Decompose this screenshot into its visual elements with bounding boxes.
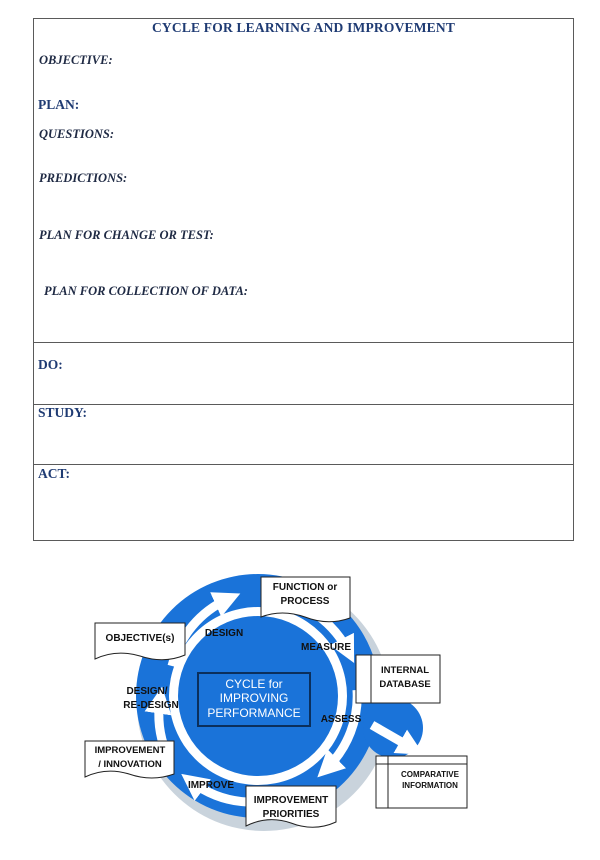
improvement-cycle-diagram — [0, 560, 600, 860]
function-process-line2: PROCESS — [280, 596, 330, 607]
form-title: CYCLE FOR LEARNING AND IMPROVEMENT — [151, 20, 456, 35]
center-label-line2: IMPROVING — [219, 691, 289, 705]
improvement-innovation-line1: IMPROVEMENT — [94, 745, 166, 756]
center-label-line1: CYCLE for — [225, 677, 283, 691]
do-divider — [34, 404, 573, 405]
predictions-label: PREDICTIONS: — [39, 171, 128, 185]
comparative-information-line2: INFORMATION — [402, 781, 458, 790]
plan-for-collection-label: PLAN FOR COLLECTION OF DATA: — [44, 284, 248, 298]
plan-divider — [34, 342, 573, 343]
improvement-priorities-line2: PRIORITIES — [262, 809, 320, 820]
improvement-priorities-box — [246, 786, 336, 827]
worksheet-form — [33, 18, 574, 541]
step-design: DESIGN — [204, 628, 244, 639]
comparative-information-line1: COMPARATIVE — [401, 770, 459, 779]
act-label: ACT: — [38, 466, 70, 481]
objectives-label: OBJECTIVE(s) — [105, 633, 175, 644]
step-redesign-line1: DESIGN/ — [126, 686, 168, 697]
internal-database-line1: INTERNAL — [380, 665, 430, 676]
plan-for-change-label: PLAN FOR CHANGE OR TEST: — [39, 228, 214, 242]
improvement-priorities-line1: IMPROVEMENT — [253, 795, 329, 806]
study-label: STUDY: — [38, 405, 88, 420]
objective-label: OBJECTIVE: — [39, 53, 113, 67]
step-measure: MEASURE — [300, 642, 352, 653]
plan-label: PLAN: — [38, 97, 80, 112]
internal-database-line2: DATABASE — [379, 679, 431, 690]
step-assess: ASSESS — [320, 714, 362, 725]
function-process-line1: FUNCTION or — [272, 582, 338, 593]
step-redesign-line2: RE-DESIGN — [123, 700, 179, 711]
questions-label: QUESTIONS: — [39, 127, 115, 141]
study-divider — [34, 464, 573, 465]
center-label-line3: PERFORMANCE — [207, 706, 301, 720]
step-improve: IMPROVE — [187, 780, 235, 791]
improvement-innovation-line2: / INNOVATION — [98, 759, 162, 770]
do-label: DO: — [38, 357, 63, 372]
